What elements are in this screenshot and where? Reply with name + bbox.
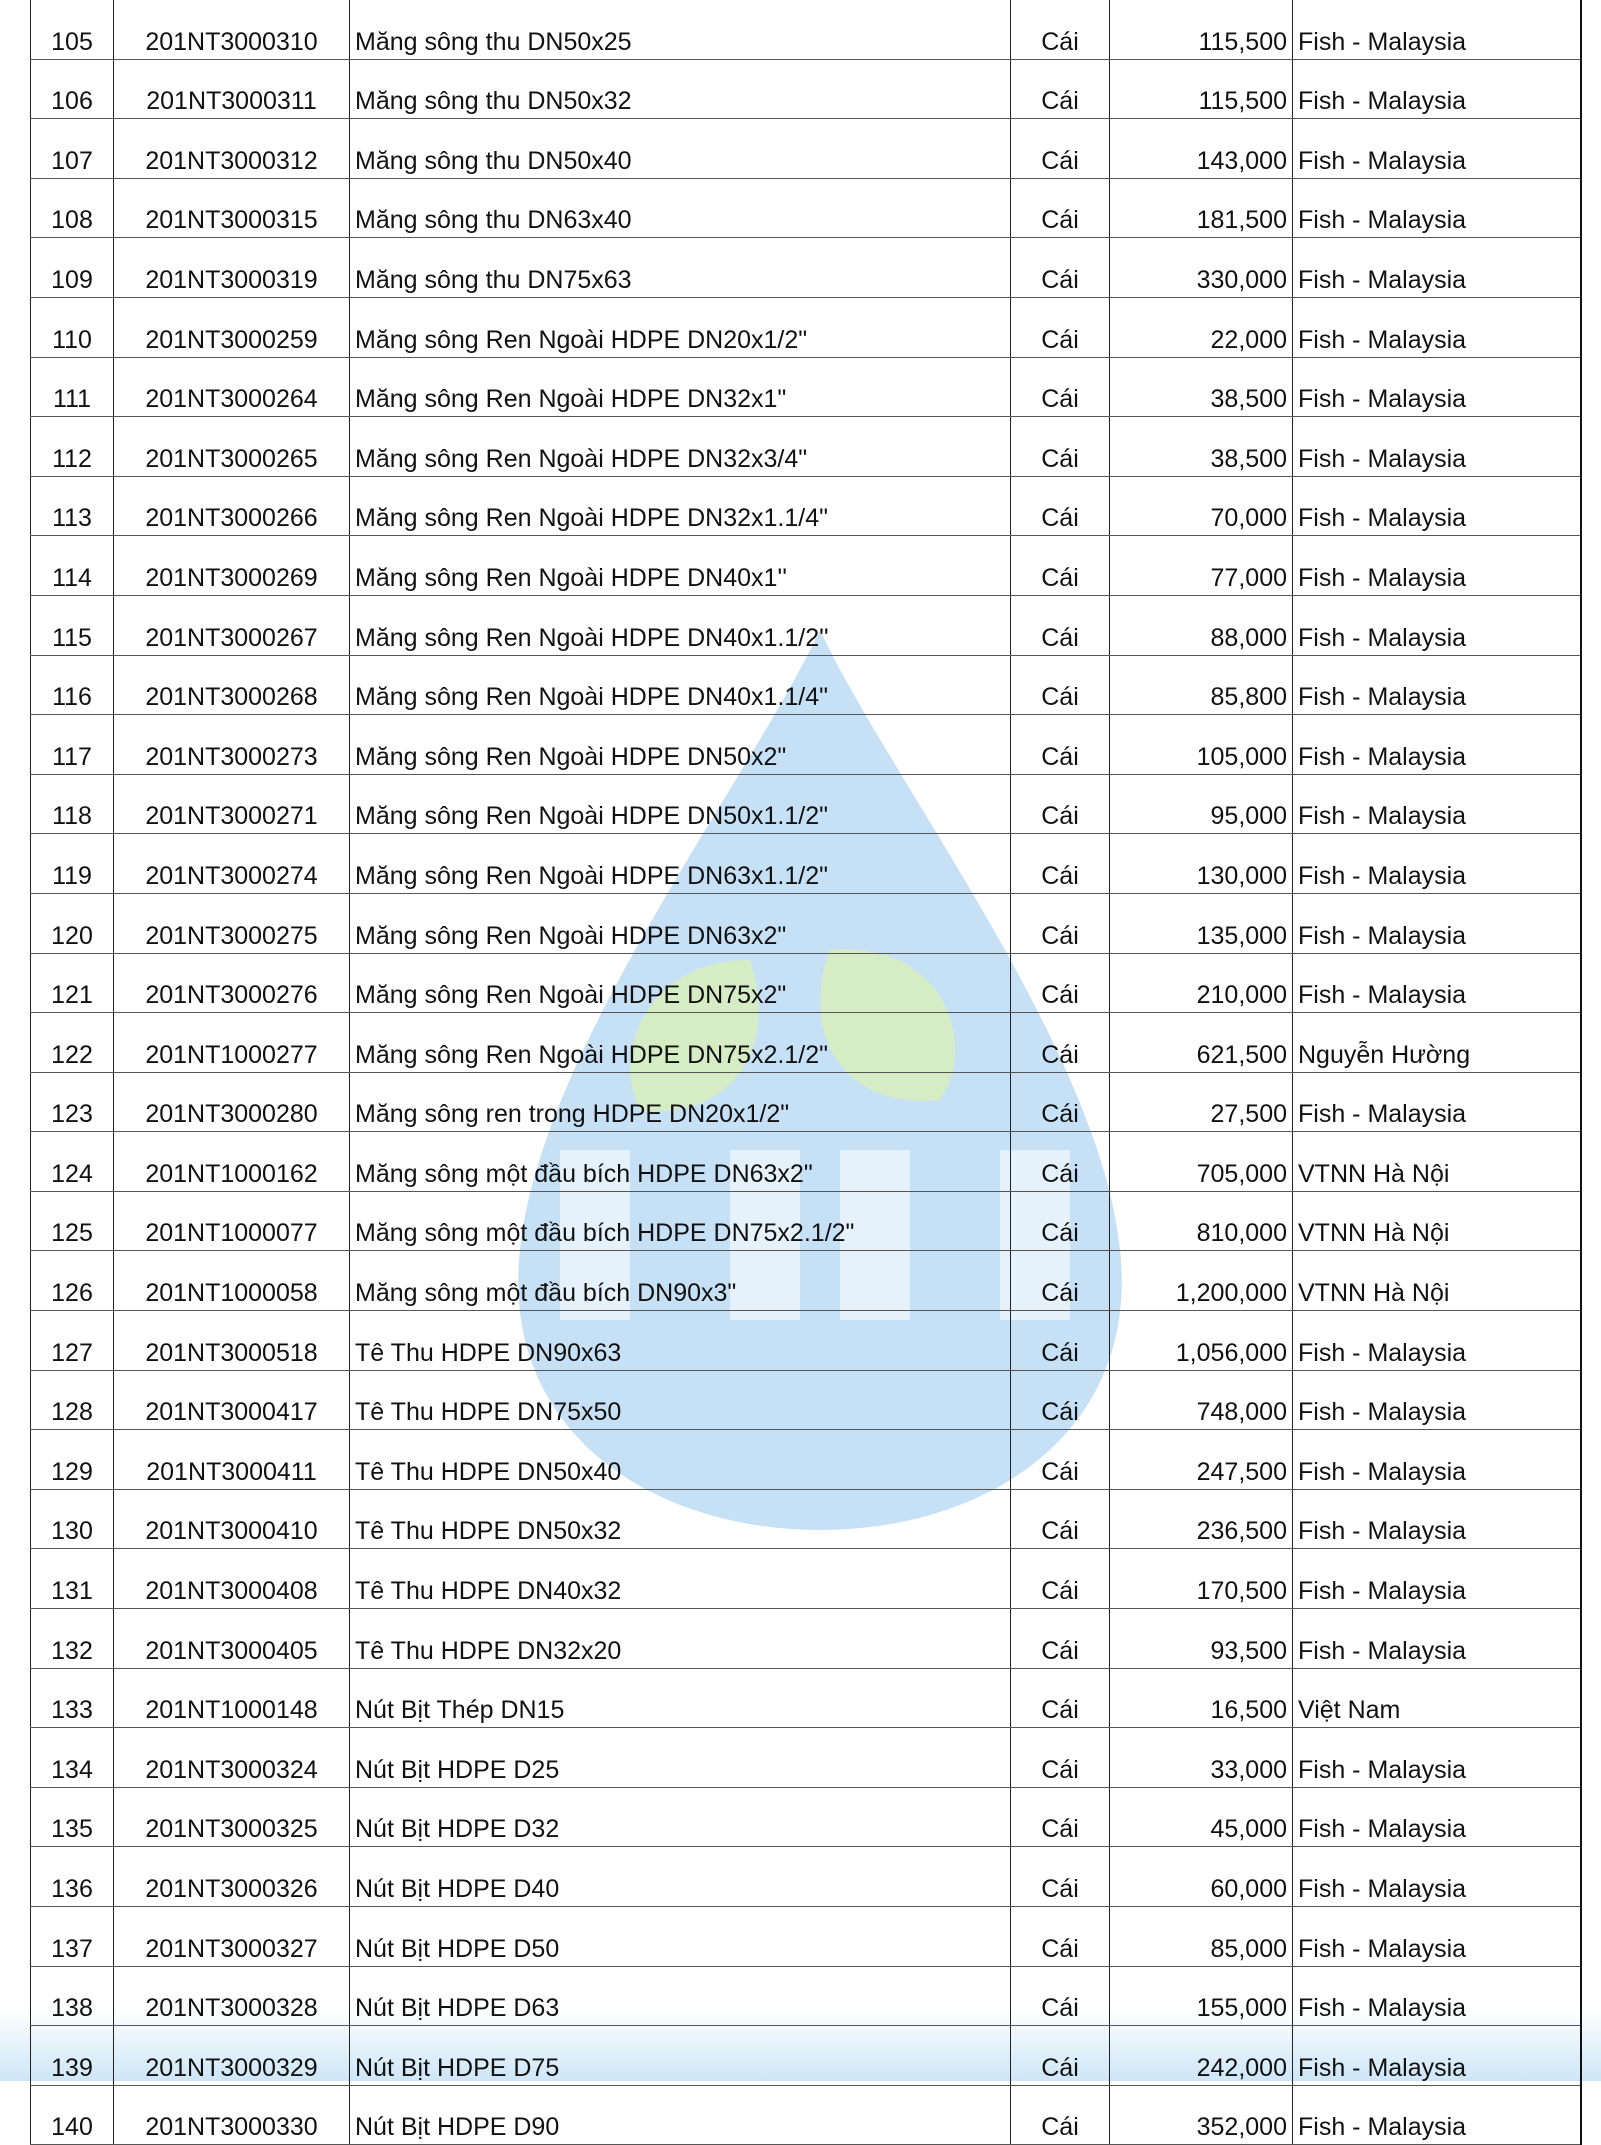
table-row	[31, 953, 1581, 1013]
table-row	[31, 1966, 1581, 2026]
product-name: Măng sông một đầu bích HDPE DN75x2.1/2"	[350, 1191, 1011, 1251]
table-row	[31, 1847, 1581, 1907]
origin-cell: Fish - Malaysia	[1293, 1072, 1581, 1132]
table-row	[31, 1609, 1581, 1669]
table-row	[31, 655, 1581, 715]
product-code: 201NT3000326	[114, 1847, 350, 1907]
row-number: 135	[31, 1787, 114, 1847]
price-cell: 77,000	[1110, 536, 1293, 596]
table-row	[31, 357, 1581, 417]
product-code: 201NT3000405	[114, 1609, 350, 1669]
unit-cell: Cái	[1011, 1191, 1110, 1251]
origin-cell: Fish - Malaysia	[1293, 1728, 1581, 1788]
row-number: 138	[31, 1966, 114, 2026]
unit-cell: Cái	[1011, 1966, 1110, 2026]
table-row	[31, 417, 1581, 477]
origin-cell: Fish - Malaysia	[1293, 655, 1581, 715]
product-code: 201NT3000312	[114, 119, 350, 179]
unit-cell: Cái	[1011, 1072, 1110, 1132]
row-number: 130	[31, 1489, 114, 1549]
table-row	[31, 1132, 1581, 1192]
product-code: 201NT3000319	[114, 238, 350, 298]
table-row	[31, 178, 1581, 238]
product-code: 201NT3000327	[114, 1907, 350, 1967]
unit-cell: Cái	[1011, 1251, 1110, 1311]
row-number: 136	[31, 1847, 114, 1907]
product-code: 201NT3000325	[114, 1787, 350, 1847]
table-row	[31, 1787, 1581, 1847]
price-cell: 330,000	[1110, 238, 1293, 298]
unit-cell: Cái	[1011, 774, 1110, 834]
price-cell: 621,500	[1110, 1013, 1293, 1073]
product-code: 201NT3000324	[114, 1728, 350, 1788]
product-code: 201NT3000410	[114, 1489, 350, 1549]
origin-cell: Fish - Malaysia	[1293, 1966, 1581, 2026]
origin-cell: Fish - Malaysia	[1293, 1430, 1581, 1490]
unit-cell: Cái	[1011, 59, 1110, 119]
product-name: Tê Thu HDPE DN50x40	[350, 1430, 1011, 1490]
unit-cell: Cái	[1011, 1430, 1110, 1490]
product-name: Tê Thu HDPE DN40x32	[350, 1549, 1011, 1609]
unit-cell: Cái	[1011, 119, 1110, 179]
product-name: Măng sông thu DN50x40	[350, 119, 1011, 179]
origin-cell: Việt Nam	[1293, 1668, 1581, 1728]
row-number: 109	[31, 238, 114, 298]
product-name: Măng sông Ren Ngoài HDPE DN75x2.1/2"	[350, 1013, 1011, 1073]
row-number: 133	[31, 1668, 114, 1728]
table-row	[31, 297, 1581, 357]
product-code: 201NT3000267	[114, 595, 350, 655]
unit-cell: Cái	[1011, 1013, 1110, 1073]
unit-cell: Cái	[1011, 834, 1110, 894]
product-code: 201NT3000311	[114, 59, 350, 119]
origin-cell: Fish - Malaysia	[1293, 893, 1581, 953]
product-code: 201NT1000162	[114, 1132, 350, 1192]
table-row	[31, 1013, 1581, 1073]
product-name: Măng sông thu DN50x32	[350, 59, 1011, 119]
table-row	[31, 2085, 1581, 2145]
product-code: 201NT3000328	[114, 1966, 350, 2026]
row-number: 107	[31, 119, 114, 179]
product-code: 201NT3000264	[114, 357, 350, 417]
product-name: Măng sông Ren Ngoài HDPE DN32x3/4"	[350, 417, 1011, 477]
product-code: 201NT3000259	[114, 297, 350, 357]
price-cell: 85,000	[1110, 1907, 1293, 1967]
table-row	[31, 1668, 1581, 1728]
row-number: 105	[31, 0, 114, 59]
price-cell: 143,000	[1110, 119, 1293, 179]
table-row	[31, 834, 1581, 894]
price-cell: 115,500	[1110, 0, 1293, 59]
origin-cell: Fish - Malaysia	[1293, 834, 1581, 894]
table-row	[31, 893, 1581, 953]
price-cell: 60,000	[1110, 1847, 1293, 1907]
row-number: 131	[31, 1549, 114, 1609]
row-number: 139	[31, 2026, 114, 2086]
product-name: Tê Thu HDPE DN32x20	[350, 1609, 1011, 1669]
origin-cell: Fish - Malaysia	[1293, 1549, 1581, 1609]
origin-cell: Fish - Malaysia	[1293, 417, 1581, 477]
product-code: 201NT3000268	[114, 655, 350, 715]
row-number: 113	[31, 476, 114, 536]
origin-cell: Fish - Malaysia	[1293, 715, 1581, 775]
unit-cell: Cái	[1011, 238, 1110, 298]
product-name: Nút Bịt Thép DN15	[350, 1668, 1011, 1728]
table-row	[31, 715, 1581, 775]
row-number: 137	[31, 1907, 114, 1967]
unit-cell: Cái	[1011, 893, 1110, 953]
unit-cell: Cái	[1011, 715, 1110, 775]
price-cell: 1,200,000	[1110, 1251, 1293, 1311]
row-number: 106	[31, 59, 114, 119]
table-row	[31, 1728, 1581, 1788]
origin-cell: Fish - Malaysia	[1293, 59, 1581, 119]
row-number: 115	[31, 595, 114, 655]
unit-cell: Cái	[1011, 0, 1110, 59]
table-row	[31, 536, 1581, 596]
unit-cell: Cái	[1011, 2085, 1110, 2145]
unit-cell: Cái	[1011, 1370, 1110, 1430]
table-row	[31, 1489, 1581, 1549]
unit-cell: Cái	[1011, 1787, 1110, 1847]
unit-cell: Cái	[1011, 1132, 1110, 1192]
row-number: 126	[31, 1251, 114, 1311]
origin-cell: Nguyễn Hường	[1293, 1013, 1581, 1073]
price-cell: 38,500	[1110, 417, 1293, 477]
price-cell: 130,000	[1110, 834, 1293, 894]
table-row	[31, 0, 1581, 59]
origin-cell: VTNN Hà Nội	[1293, 1251, 1581, 1311]
product-price-table	[30, 0, 1582, 2145]
origin-cell: Fish - Malaysia	[1293, 1370, 1581, 1430]
unit-cell: Cái	[1011, 536, 1110, 596]
table-row	[31, 1311, 1581, 1371]
product-name: Tê Thu HDPE DN90x63	[350, 1311, 1011, 1371]
product-code: 201NT3000266	[114, 476, 350, 536]
product-name: Măng sông Ren Ngoài HDPE DN40x1.1/2''	[350, 595, 1011, 655]
origin-cell: Fish - Malaysia	[1293, 2026, 1581, 2086]
product-code: 201NT1000148	[114, 1668, 350, 1728]
product-name: Măng sông Ren Ngoài HDPE DN32x1.1/4"	[350, 476, 1011, 536]
origin-cell: Fish - Malaysia	[1293, 1787, 1581, 1847]
origin-cell: Fish - Malaysia	[1293, 476, 1581, 536]
product-code: 201NT3000518	[114, 1311, 350, 1371]
product-code: 201NT3000417	[114, 1370, 350, 1430]
row-number: 122	[31, 1013, 114, 1073]
price-cell: 135,000	[1110, 893, 1293, 953]
product-name: Nút Bịt HDPE D40	[350, 1847, 1011, 1907]
unit-cell: Cái	[1011, 1311, 1110, 1371]
product-name: Nút Bịt HDPE D75	[350, 2026, 1011, 2086]
product-code: 201NT3000269	[114, 536, 350, 596]
product-code: 201NT3000275	[114, 893, 350, 953]
unit-cell: Cái	[1011, 1609, 1110, 1669]
unit-cell: Cái	[1011, 1549, 1110, 1609]
product-name: Măng sông Ren Ngoài HDPE DN75x2"	[350, 953, 1011, 1013]
unit-cell: Cái	[1011, 476, 1110, 536]
origin-cell: Fish - Malaysia	[1293, 178, 1581, 238]
product-code: 201NT3000315	[114, 178, 350, 238]
row-number: 111	[31, 357, 114, 417]
price-cell: 88,000	[1110, 595, 1293, 655]
row-number: 121	[31, 953, 114, 1013]
unit-cell: Cái	[1011, 1728, 1110, 1788]
product-name: Măng sông Ren Ngoài HDPE DN50x2"	[350, 715, 1011, 775]
origin-cell: Fish - Malaysia	[1293, 357, 1581, 417]
product-code: 201NT3000330	[114, 2085, 350, 2145]
product-name: Măng sông Ren Ngoài HDPE DN63x1.1/2"	[350, 834, 1011, 894]
product-code: 201NT3000265	[114, 417, 350, 477]
product-code: 201NT3000411	[114, 1430, 350, 1490]
product-name: Măng sông thu DN63x40	[350, 178, 1011, 238]
row-number: 118	[31, 774, 114, 834]
price-cell: 705,000	[1110, 1132, 1293, 1192]
unit-cell: Cái	[1011, 357, 1110, 417]
price-cell: 27,500	[1110, 1072, 1293, 1132]
origin-cell: Fish - Malaysia	[1293, 1489, 1581, 1549]
product-name: Nút Bịt HDPE D25	[350, 1728, 1011, 1788]
product-code: 201NT3000271	[114, 774, 350, 834]
price-cell: 1,056,000	[1110, 1311, 1293, 1371]
product-code: 201NT3000329	[114, 2026, 350, 2086]
row-number: 132	[31, 1609, 114, 1669]
product-code: 201NT3000274	[114, 834, 350, 894]
row-number: 125	[31, 1191, 114, 1251]
price-cell: 22,000	[1110, 297, 1293, 357]
price-cell: 810,000	[1110, 1191, 1293, 1251]
table-row	[31, 1191, 1581, 1251]
table-body	[31, 0, 1581, 2145]
unit-cell: Cái	[1011, 417, 1110, 477]
table-row	[31, 59, 1581, 119]
product-code: 201NT3000280	[114, 1072, 350, 1132]
origin-cell: VTNN Hà Nội	[1293, 1132, 1581, 1192]
table-row	[31, 119, 1581, 179]
unit-cell: Cái	[1011, 178, 1110, 238]
product-name: Măng sông Ren Ngoài HDPE DN50x1.1/2"	[350, 774, 1011, 834]
product-name: Măng sông Ren Ngoài HDPE DN63x2"	[350, 893, 1011, 953]
product-name: Măng sông thu DN50x25	[350, 0, 1011, 59]
price-cell: 105,000	[1110, 715, 1293, 775]
unit-cell: Cái	[1011, 1847, 1110, 1907]
product-name: Nút Bịt HDPE D50	[350, 1907, 1011, 1967]
price-cell: 155,000	[1110, 1966, 1293, 2026]
product-code: 201NT3000310	[114, 0, 350, 59]
origin-cell: Fish - Malaysia	[1293, 1907, 1581, 1967]
table-row	[31, 1907, 1581, 1967]
row-number: 112	[31, 417, 114, 477]
row-number: 128	[31, 1370, 114, 1430]
row-number: 108	[31, 178, 114, 238]
table-row	[31, 2026, 1581, 2086]
product-name: Nút Bịt HDPE D90	[350, 2085, 1011, 2145]
unit-cell: Cái	[1011, 655, 1110, 715]
row-number: 140	[31, 2085, 114, 2145]
row-number: 117	[31, 715, 114, 775]
price-cell: 181,500	[1110, 178, 1293, 238]
origin-cell: Fish - Malaysia	[1293, 297, 1581, 357]
origin-cell: Fish - Malaysia	[1293, 774, 1581, 834]
price-cell: 16,500	[1110, 1668, 1293, 1728]
row-number: 134	[31, 1728, 114, 1788]
table-row	[31, 238, 1581, 298]
product-code: 201NT1000277	[114, 1013, 350, 1073]
row-number: 119	[31, 834, 114, 894]
price-cell: 170,500	[1110, 1549, 1293, 1609]
product-name: Tê Thu HDPE DN50x32	[350, 1489, 1011, 1549]
product-code: 201NT3000276	[114, 953, 350, 1013]
price-cell: 242,000	[1110, 2026, 1293, 2086]
row-number: 120	[31, 893, 114, 953]
table-row	[31, 774, 1581, 834]
price-cell: 45,000	[1110, 1787, 1293, 1847]
origin-cell: VTNN Hà Nội	[1293, 1191, 1581, 1251]
row-number: 124	[31, 1132, 114, 1192]
origin-cell: Fish - Malaysia	[1293, 0, 1581, 59]
origin-cell: Fish - Malaysia	[1293, 2085, 1581, 2145]
table-row	[31, 1430, 1581, 1490]
product-name: Măng sông Ren Ngoài HDPE DN40x1''	[350, 536, 1011, 596]
product-name: Măng sông Ren Ngoài HDPE DN20x1/2"	[350, 297, 1011, 357]
price-cell: 33,000	[1110, 1728, 1293, 1788]
price-cell: 748,000	[1110, 1370, 1293, 1430]
product-name: Măng sông Ren Ngoài HDPE DN32x1"	[350, 357, 1011, 417]
row-number: 127	[31, 1311, 114, 1371]
row-number: 114	[31, 536, 114, 596]
product-name: Nút Bịt HDPE D63	[350, 1966, 1011, 2026]
unit-cell: Cái	[1011, 297, 1110, 357]
price-cell: 70,000	[1110, 476, 1293, 536]
origin-cell: Fish - Malaysia	[1293, 1847, 1581, 1907]
unit-cell: Cái	[1011, 1907, 1110, 1967]
product-name: Măng sông một đầu bích HDPE DN63x2"	[350, 1132, 1011, 1192]
product-name: Nút Bịt HDPE D32	[350, 1787, 1011, 1847]
price-cell: 247,500	[1110, 1430, 1293, 1490]
unit-cell: Cái	[1011, 2026, 1110, 2086]
price-cell: 95,000	[1110, 774, 1293, 834]
product-code: 201NT3000273	[114, 715, 350, 775]
origin-cell: Fish - Malaysia	[1293, 536, 1581, 596]
product-name: Măng sông ren trong HDPE DN20x1/2"	[350, 1072, 1011, 1132]
unit-cell: Cái	[1011, 595, 1110, 655]
product-name: Măng sông thu DN75x63	[350, 238, 1011, 298]
origin-cell: Fish - Malaysia	[1293, 1609, 1581, 1669]
price-cell: 236,500	[1110, 1489, 1293, 1549]
unit-cell: Cái	[1011, 953, 1110, 1013]
origin-cell: Fish - Malaysia	[1293, 953, 1581, 1013]
product-code: 201NT1000058	[114, 1251, 350, 1311]
table-row	[31, 476, 1581, 536]
origin-cell: Fish - Malaysia	[1293, 595, 1581, 655]
product-name: Măng sông Ren Ngoài HDPE DN40x1.1/4"	[350, 655, 1011, 715]
table-row	[31, 1072, 1581, 1132]
product-name: Măng sông một đầu bích DN90x3"	[350, 1251, 1011, 1311]
price-cell: 93,500	[1110, 1609, 1293, 1669]
row-number: 129	[31, 1430, 114, 1490]
unit-cell: Cái	[1011, 1668, 1110, 1728]
table-row	[31, 595, 1581, 655]
price-cell: 115,500	[1110, 59, 1293, 119]
table-row	[31, 1370, 1581, 1430]
origin-cell: Fish - Malaysia	[1293, 1311, 1581, 1371]
origin-cell: Fish - Malaysia	[1293, 238, 1581, 298]
price-cell: 38,500	[1110, 357, 1293, 417]
table-row	[31, 1549, 1581, 1609]
product-code: 201NT3000408	[114, 1549, 350, 1609]
price-cell: 210,000	[1110, 953, 1293, 1013]
price-cell: 352,000	[1110, 2085, 1293, 2145]
table-row	[31, 1251, 1581, 1311]
row-number: 116	[31, 655, 114, 715]
unit-cell: Cái	[1011, 1489, 1110, 1549]
origin-cell: Fish - Malaysia	[1293, 119, 1581, 179]
product-name: Tê Thu HDPE DN75x50	[350, 1370, 1011, 1430]
row-number: 110	[31, 297, 114, 357]
product-code: 201NT1000077	[114, 1191, 350, 1251]
price-cell: 85,800	[1110, 655, 1293, 715]
row-number: 123	[31, 1072, 114, 1132]
